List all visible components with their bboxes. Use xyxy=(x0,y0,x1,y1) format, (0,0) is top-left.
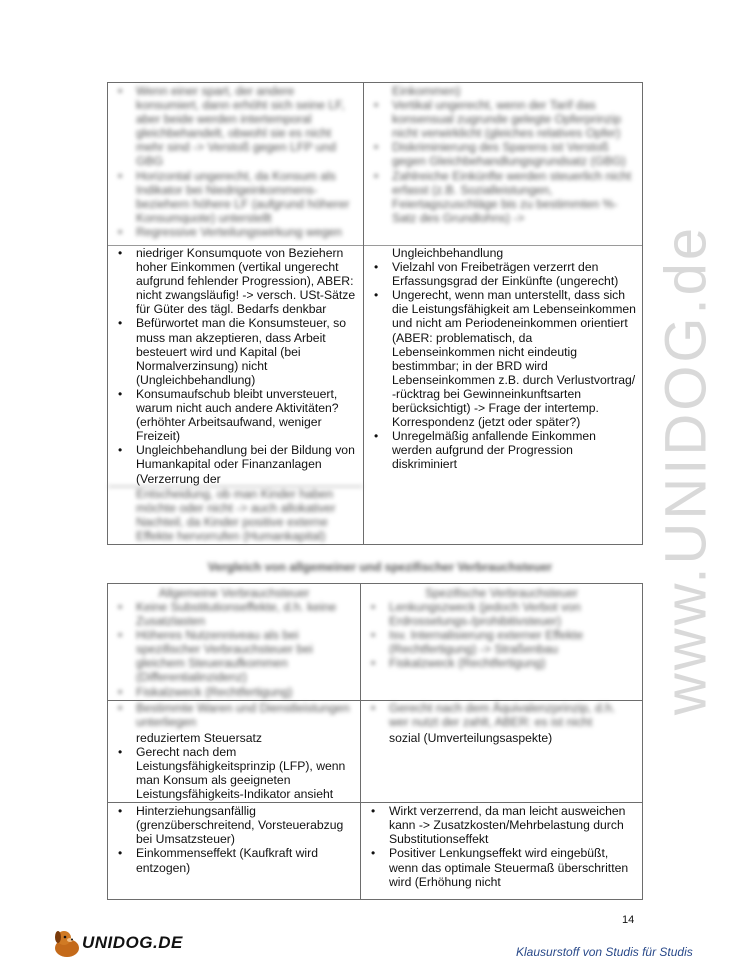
list-item-continuation: sozial (Umverteilungsaspekte) xyxy=(389,730,553,745)
list-item: • Wirkt verzerrend, da man leicht ausweichen kann -> Zusatzkosten/Mehrbelastung durch Substitutionseffekt xyxy=(389,804,638,846)
list-item: • Fiskalzweck (Rechtfertigung) xyxy=(389,656,638,670)
table1-left-cell xyxy=(108,83,364,545)
table2-row3-left xyxy=(108,803,361,900)
blurred-region xyxy=(364,83,642,245)
list-item: • Wenn einer spart, der andere konsumiert, dann erhöht sich seine LF, aber beide werden intertemporal gleichbehandelt, obwohl sie es nicht mehr sind -> Verstoß gegen LFP und GBG xyxy=(136,84,359,169)
blurred-region xyxy=(108,83,363,245)
list-item: • Horizontal ungerecht, da Konsum als Indikator bei Niedrigeinkommens-beziehern höhere LF (aufgrund höherer Konsumquote) unterstellt xyxy=(136,169,359,225)
comparison-table-top xyxy=(107,82,643,545)
list-item: • Gerecht nach dem Leistungsfähigkeitsprinzip (LFP), wenn man Konsum als geeigneten Leistungsfähigkeits-Indikator ansieht xyxy=(136,745,356,801)
list-item-continuation: Ungleichbehandlung xyxy=(392,246,504,260)
list-item: • Diskriminierung des Sparens ist Verstoß gegen Gleichbehandlungsgrundsatz (GBG) xyxy=(392,140,638,168)
list-item: • Ungleichbehandlung bei der Bildung von Humankapital oder Finanzanlagen (Verzerrung der xyxy=(136,443,359,485)
list-item: • Keine Substitutionseffekte, d.h. keine Zusatzlasten xyxy=(136,600,356,628)
table2-row2-left xyxy=(108,700,361,802)
page-number: 14 xyxy=(622,914,635,926)
table2-row2-right xyxy=(361,700,643,802)
list-item-continuation: Entscheidung, ob man Kinder haben möchte oder nicht -> auch allokativer Nachteil, da Kinder positive externe Effekte hervorrufen (Humankapital) xyxy=(136,486,336,543)
comparison-table-bottom xyxy=(107,583,643,900)
blurred-region xyxy=(361,701,642,731)
section-caption: Vergleich von allgemeiner und spezifischer Verbrauchsteuer xyxy=(207,560,553,574)
logo-text: UNIDOG.DE xyxy=(82,933,183,952)
list-item: • Einkommenseffekt (Kaufkraft wird entzogen) xyxy=(136,846,356,874)
dog-icon xyxy=(50,927,84,961)
table2-header-right xyxy=(361,584,643,701)
list-item: • Fiskalzweck (Rechtfertigung) xyxy=(136,685,356,699)
list-item: • Konsumaufschub bleibt unversteuert, warum nicht auch andere Aktivitäten? (erhöhter Arbeitsaufwand, weniger Freizeit) xyxy=(136,387,359,443)
list-item: • Höheres Nutzenniveau als bei spezifischer Verbrauchsteuer bei gleichem Steueraufkommen (Differentialinzidenz) xyxy=(136,628,356,684)
table2-header-left xyxy=(108,584,361,701)
continuation-text: niedriger Konsumquote von Beziehern hoher Einkommen (vertikal ungerecht aufgrund fehlender Progression), ABER: nicht zwangsläufig! -> versch. USt-Sätze für Güter des tägl. Bedarfs denkbar xyxy=(136,246,356,317)
table2-row3-right xyxy=(361,803,643,900)
list-item-continuation xyxy=(136,246,359,316)
column-header: Allgemeine Verbrauchsteuer xyxy=(158,586,310,600)
list-item: • Lenkungszweck (jedoch Verbot von Erdrosselungs-/prohibitivsteuer) xyxy=(389,600,638,628)
list-item: • Ungerecht, wenn man unterstellt, dass sich die Leistungsfähigkeit am Lebenseinkommen und nicht am Periodeneinkommen orientiert (ABER: problematisch, da Lebenseinkommen nicht eindeutig bestimmbar; in der BRD wird Lebenseinkommen z.B. durch Verlustvortrag/ -rücktrag bei Gewinneinkunftsarten berücksichtigt) -> Frage der intertemp. Korrespondenz (jetzt oder später?) xyxy=(392,288,638,429)
list-item: • Zahlreiche Einkünfte werden steuerlich nicht erfasst (z.B. Sozialleistungen, Feiertagszuschläge bis zu bestimmten %-Satz des Grundlohns) -> xyxy=(392,169,638,225)
list-item: • Positiver Lenkungseffekt wird eingebüßt, wenn das optimale Steuermaß überschritten wird (Erhöhung nicht xyxy=(389,846,638,888)
list-item: • Vielzahl von Freibeträgen verzerrt den Erfassungsgrad der Einkünfte (ungerecht) xyxy=(392,260,638,288)
list-item: • Gerecht nach dem Äquivalenzprinzip, d.h. wer nutzt der zahlt, ABER: es ist nicht xyxy=(389,701,638,729)
list-item: • Bestimmte Waren und Dienstleistungen unterliegen xyxy=(136,701,356,729)
unidog-logo xyxy=(50,927,183,961)
list-item-continuation: reduziertem Steuersatz xyxy=(136,730,262,745)
list-item-continuation: Einkommen) xyxy=(392,84,461,98)
list-item: • Hinterziehungsanfällig (grenzüberschreitend, Vorsteuerabzug bei Umsatzsteuer) xyxy=(136,804,356,846)
watermark-text: www.UNIDOG.de xyxy=(653,224,719,716)
footer-tagline: Klausurstoff von Studis für Studis xyxy=(516,945,693,959)
list-item: • Befürwortet man die Konsumsteuer, so muss man akzeptieren, dass Arbeit besteuert wird und Kapital (bei Normalverzinsung) nicht (Ungleichbehandlung) xyxy=(136,316,359,386)
list-item: • Unregelmäßig anfallende Einkommen werden aufgrund der Progression diskriminiert xyxy=(392,429,638,471)
blurred-region xyxy=(108,701,360,731)
blurred-region xyxy=(108,486,363,544)
list-item: • Vertikal ungerecht, wenn der Tarif das konsensual zugrunde gelegte Opferprinzip nicht verwirklicht (gleiches relatives Opfer) xyxy=(392,98,638,140)
list-item: • Regressive Verteilungswirkung wegen xyxy=(136,225,359,239)
list-item: • Isv. Internalisierung externer Effekte (Rechtfertigung) -> Straßenbau xyxy=(389,628,638,656)
column-header: Spezifische Verbrauchsteuer xyxy=(425,586,578,600)
table1-right-cell xyxy=(364,83,643,545)
